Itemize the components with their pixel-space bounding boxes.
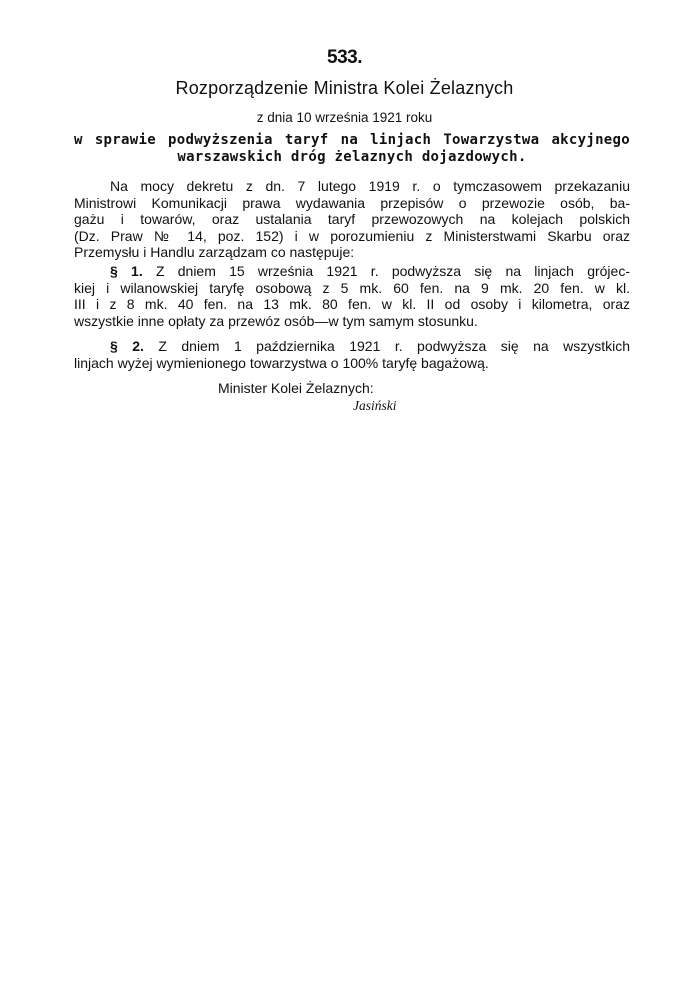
document-subject: [74, 132, 630, 166]
signature: Jasiński: [353, 398, 397, 413]
intro-paragraph: [74, 178, 630, 261]
document-date: z dnia 10 września 1921 roku: [256, 110, 433, 125]
section-1-line: III i z 8 mk. 40 fen. na 13 mk. 80 fen. w kl. II od osoby i kilometra, oraz: [74, 296, 630, 313]
intro-line: (Dz. Praw № 14, poz. 152) i w porozumieniu z Ministerstwami Skarbu oraz: [74, 227, 630, 244]
section-2-label: § 2.: [110, 338, 144, 354]
signer-title: Minister Kolei Żelaznych:: [218, 380, 374, 396]
section-2-line: Z dniem 1 października 1921 r. podwyższa się na wszystkich: [158, 338, 631, 354]
section-1-paragraph: [74, 263, 630, 329]
intro-line: Ministrowi Komunikacji prawa wydawania przepisów o przewozie osób, ba-: [74, 194, 630, 211]
section-1-line: wszystkie inne opłaty za przewóz osób—w tym samym stosunku.: [74, 312, 478, 329]
act-number: 533.: [327, 47, 362, 68]
section-1-line: kiej i wilanowskiej taryfę osobową z 5 mk. 60 fen. na 9 mk. 20 fen. w kl.: [74, 279, 630, 296]
section-2-line: linjach wyżej wymienionego towarzystwa o 100% taryfę bagażową.: [74, 354, 489, 371]
subject-line-2: warszawskich dróg żelaznych dojazdowych.: [177, 149, 527, 165]
intro-line: gażu i towarów, oraz ustalania taryf przewozowych na kolejach polskich: [74, 211, 630, 228]
section-1-label: § 1.: [110, 263, 143, 279]
section-1-line: Z dniem 15 września 1921 r. podwyższa się na linjach grójec-: [155, 263, 630, 279]
section-2-paragraph: [74, 338, 630, 371]
document-title: Rozporządzenie Ministra Kolei Żelaznych: [175, 78, 514, 98]
section-2-first-line: [74, 338, 630, 355]
intro-line: Na mocy dekretu z dn. 7 lutego 1919 r. o tymczasowem przekazaniu: [110, 178, 630, 194]
section-1-first-line: [74, 263, 630, 280]
intro-line: Przemysłu i Handlu zarządzam co następuje:: [74, 244, 355, 261]
subject-line-1: w sprawie podwyższenia taryf na linjach Towarzystwa akcyjnego: [74, 132, 630, 148]
